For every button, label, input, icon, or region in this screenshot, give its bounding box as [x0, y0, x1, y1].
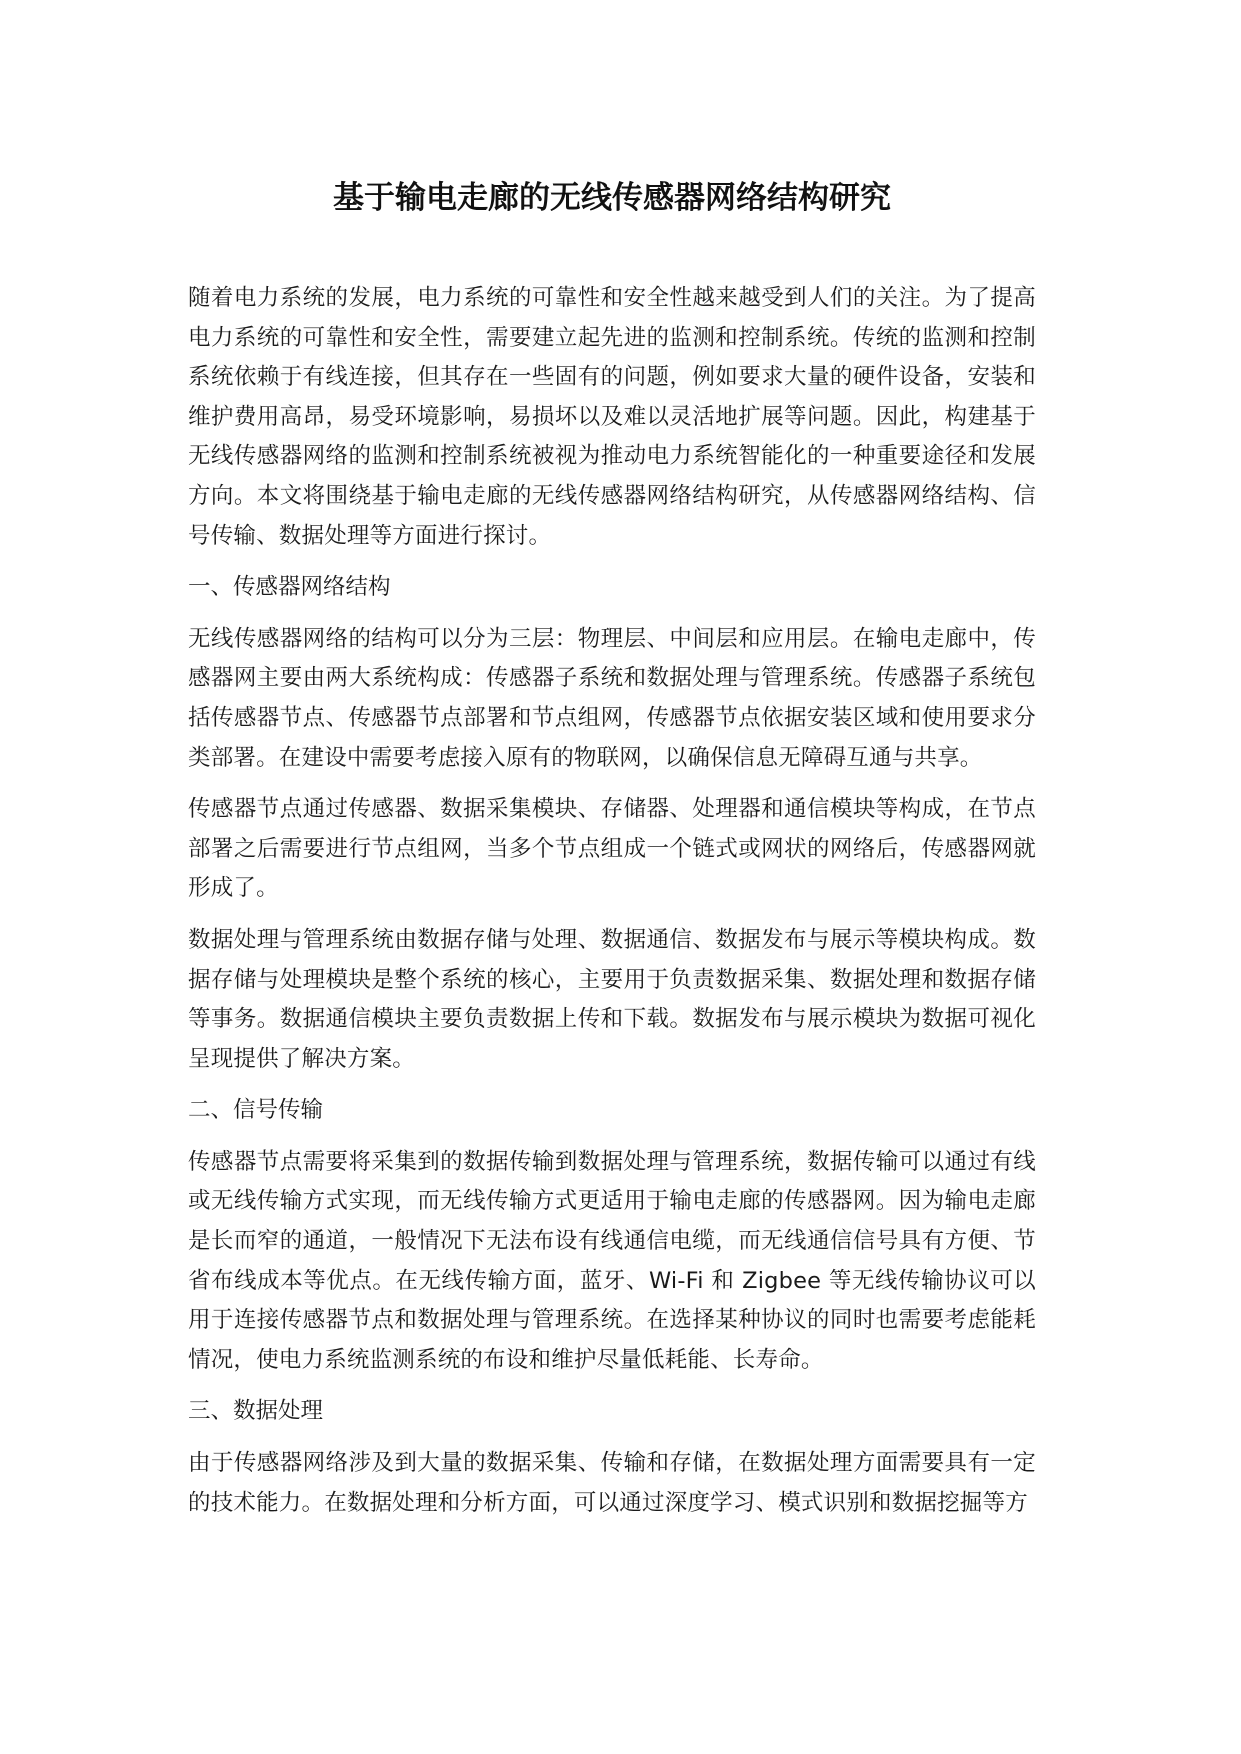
intro-paragraph: 随着电力系统的发展，电力系统的可靠性和安全性越来越受到人们的关注。为了提高电力系统的可靠性和安全性，需要建立起先进的监测和控制系统。传统的监测和控制系统依赖于有线连接，但其存在一些固有的问题，例如要求大量的硬件设备，安装和维护费用高昂，易受环境影响，易损坏以及难以灵活地扩展等问题。因此，构建基于无线传感器网络的监测和控制系统被视为推动电力系统智能化的一种重要途径和发展方向。本文将围绕基于输电走廊的无线传感器网络结构研究，从传感器网络结构、信号传输、数据处理等方面进行探讨。	[188, 285, 1036, 549]
paragraph: 传感器节点通过传感器、数据采集模块、存储器、处理器和通信模块等构成，在节点部署之后需要进行节点组网，当多个节点组成一个链式或网状的网络后，传感器网就形成了。	[188, 796, 1036, 902]
section-heading-signal-transmission: 二、信号传输	[188, 1097, 324, 1124]
section-heading-network-structure: 一、传感器网络结构	[188, 574, 391, 601]
paragraph: 无线传感器网络的结构可以分为三层：物理层、中间层和应用层。在输电走廊中，传感器网主要由两大系统构成：传感器子系统和数据处理与管理系统。传感器子系统包括传感器节点、传感器节点部署和节点组网，传感器节点依据安装区域和使用要求分类部署。在建设中需要考虑接入原有的物联网，以确保信息无障碍互通与共享。	[188, 625, 1036, 771]
paragraph: 传感器节点需要将采集到的数据传输到数据处理与管理系统，数据传输可以通过有线或无线传输方式实现，而无线传输方式更适用于输电走廊的传感器网。因为输电走廊是长而窄的通道，一般情况下无法布设有线通信电缆，而无线通信信号具有方便、节省布线成本等优点。在无线传输方面，蓝牙、Wi-Fi 和 Zigbee 等无线传输协议可以用于连接传感器节点和数据处理与管理系统。在选择某种协议的同时也需要考虑能耗情况，使电力系统监测系统的布设和维护尽量低耗能、长寿命。	[188, 1148, 1036, 1373]
paragraph: 由于传感器网络涉及到大量的数据采集、传输和存储，在数据处理方面需要具有一定的技术能力。在数据处理和分析方面，可以通过深度学习、模式识别和数据挖掘等方	[188, 1450, 1036, 1516]
section-heading-data-processing: 三、数据处理	[188, 1398, 324, 1425]
paragraph: 数据处理与管理系统由数据存储与处理、数据通信、数据发布与展示等模块构成。数据存储与处理模块是整个系统的核心，主要用于负责数据采集、数据处理和数据存储等事务。数据通信模块主要负责数据上传和下载。数据发布与展示模块为数据可视化呈现提供了解决方案。	[188, 926, 1036, 1072]
document-body	[188, 279, 1036, 1535]
document-title: 基于输电走廊的无线传感器网络结构研究	[333, 180, 891, 216]
